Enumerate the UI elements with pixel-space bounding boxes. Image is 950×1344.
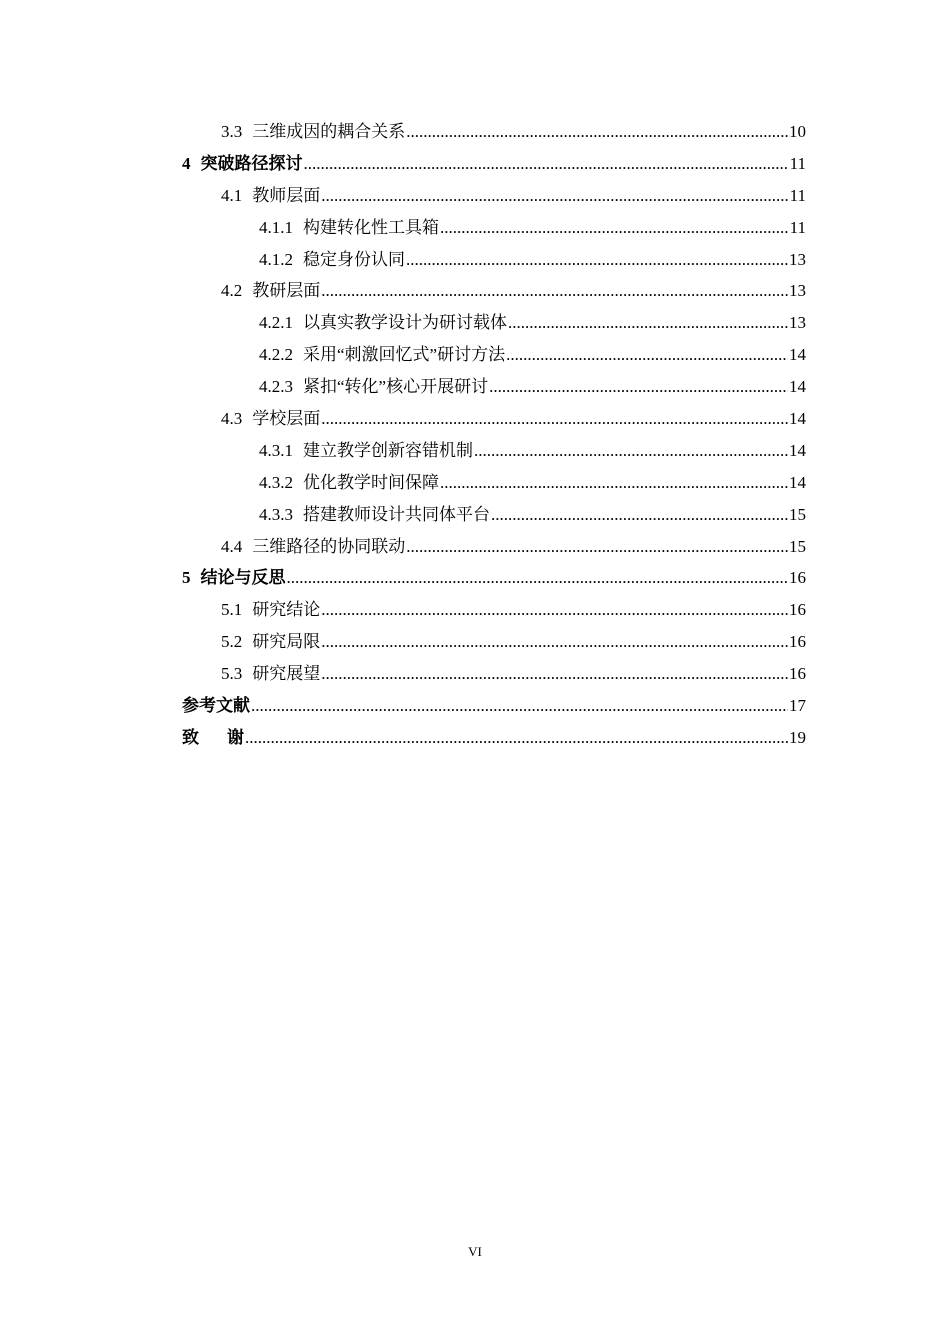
toc-entry-title: 突破路径探讨	[200, 153, 303, 173]
toc-entry-title: 优化教学时间保障	[303, 472, 439, 492]
toc-entry-page: 13	[789, 249, 806, 269]
toc-entry-page: 11	[789, 153, 806, 173]
toc-entry-page: 14	[789, 440, 806, 460]
dot-leader	[506, 339, 788, 371]
title-char: 谢	[227, 727, 244, 747]
dot-leader	[321, 626, 788, 658]
toc-entry-number: 4.2.3	[259, 377, 293, 397]
toc-entry[interactable]	[182, 180, 806, 212]
toc-entry-title: 三维路径的协同联动	[252, 536, 406, 556]
toc-entry-title: 研究结论	[252, 600, 321, 620]
toc-entry-number: 4.1.1	[259, 217, 293, 237]
toc-entry-page: 11	[789, 185, 806, 205]
dot-leader	[489, 371, 788, 403]
toc-entry-title: 参考文献	[182, 696, 250, 716]
toc-entry[interactable]	[182, 403, 806, 435]
toc-entry-title: 教师层面	[252, 185, 321, 205]
toc-entry[interactable]	[182, 244, 806, 276]
toc-entry-page: 16	[789, 568, 806, 588]
toc-entry-page: 15	[789, 504, 806, 524]
toc-entry[interactable]	[182, 626, 806, 658]
dot-leader	[304, 148, 789, 180]
toc-entry[interactable]	[182, 148, 806, 180]
dot-leader	[321, 403, 788, 435]
toc-entry-page: 14	[789, 409, 806, 429]
dot-leader	[406, 244, 788, 276]
toc-entry-number: 4.1	[221, 185, 243, 205]
toc-entry-page: 14	[789, 472, 806, 492]
toc-entry-title: 搭建教师设计共同体平台	[303, 504, 490, 524]
toc-entry-page: 14	[789, 345, 806, 365]
toc-entry-title: 教研层面	[252, 281, 321, 301]
toc-entry[interactable]	[182, 562, 806, 594]
toc-entry[interactable]	[182, 499, 806, 531]
toc-entry-page: 16	[789, 664, 806, 684]
toc-entry-title: 采用“刺激回忆式”研讨方法	[303, 345, 506, 365]
toc-entry[interactable]	[182, 307, 806, 339]
toc-entry[interactable]	[182, 658, 806, 690]
page-number: VI	[468, 1244, 482, 1259]
dot-leader	[406, 116, 788, 148]
toc-entry-number: 4.3.2	[259, 472, 293, 492]
toc-entry-number: 5.2	[221, 632, 243, 652]
toc-entry-title: 结论与反思	[200, 568, 286, 588]
toc-entry-number: 4.2	[221, 281, 243, 301]
dot-leader	[406, 531, 788, 563]
toc-entry[interactable]	[182, 435, 806, 467]
toc-entry-number: 4.4	[221, 536, 243, 556]
toc-entry[interactable]	[182, 690, 806, 722]
dot-leader	[287, 562, 789, 594]
toc-entry[interactable]	[182, 116, 806, 148]
toc-entry-number: 4.2.1	[259, 313, 293, 333]
toc-entry-title: 稳定身份认同	[303, 249, 405, 269]
toc-entry-number: 5.3	[221, 664, 243, 684]
toc-entry-page: 17	[789, 696, 806, 716]
toc-entry-title	[182, 722, 244, 754]
toc-entry-acknowledgements[interactable]	[182, 722, 806, 754]
toc-entry-page: 10	[789, 122, 806, 141]
toc-entry[interactable]	[182, 275, 806, 307]
toc-entry[interactable]	[182, 371, 806, 403]
toc-entry-title: 三维成因的耦合关系	[252, 122, 406, 141]
toc-entry-number: 5.1	[221, 600, 243, 620]
dot-leader	[321, 275, 788, 307]
toc-entry-number: 4.3	[221, 409, 243, 429]
toc-entry-number: 3.3	[221, 122, 243, 141]
toc-entry-page: 11	[789, 217, 806, 237]
toc-entry-page: 14	[789, 377, 806, 397]
toc-entry[interactable]	[182, 212, 806, 244]
title-char: 致	[182, 727, 199, 747]
table-of-contents	[182, 116, 806, 754]
dot-leader	[440, 212, 789, 244]
dot-leader	[508, 307, 788, 339]
toc-entry-page: 13	[789, 281, 806, 301]
toc-entry-page: 16	[789, 600, 806, 620]
toc-entry[interactable]	[182, 339, 806, 371]
toc-entry-title: 以真实教学设计为研讨载体	[303, 313, 507, 333]
toc-entry-title: 建立教学创新容错机制	[303, 440, 473, 460]
toc-entry-number: 4.3.1	[259, 440, 293, 460]
toc-entry-title: 学校层面	[252, 409, 321, 429]
dot-leader	[245, 722, 788, 754]
toc-entry-page: 19	[789, 727, 806, 747]
dot-leader	[321, 180, 788, 212]
toc-entry-page: 15	[789, 536, 806, 556]
toc-entry-number: 5	[182, 568, 191, 588]
dot-leader	[491, 499, 788, 531]
toc-entry-number: 4.3.3	[259, 504, 293, 524]
toc-entry-number: 4.1.2	[259, 249, 293, 269]
dot-leader	[440, 467, 788, 499]
dot-leader	[251, 690, 788, 722]
toc-entry[interactable]	[182, 594, 806, 626]
toc-entry-number: 4	[182, 153, 191, 173]
toc-entry-title: 紧扣“转化”核心开展研讨	[303, 377, 489, 397]
toc-entry-title: 研究展望	[252, 664, 321, 684]
toc-entry[interactable]	[182, 531, 806, 563]
toc-entry-page: 13	[789, 313, 806, 333]
dot-leader	[321, 594, 788, 626]
toc-entry-title: 研究局限	[252, 632, 321, 652]
toc-entry-number: 4.2.2	[259, 345, 293, 365]
toc-entry-page: 16	[789, 632, 806, 652]
toc-entry[interactable]	[182, 467, 806, 499]
dot-leader	[321, 658, 788, 690]
toc-entry-title: 构建转化性工具箱	[303, 217, 439, 237]
dot-leader	[474, 435, 788, 467]
